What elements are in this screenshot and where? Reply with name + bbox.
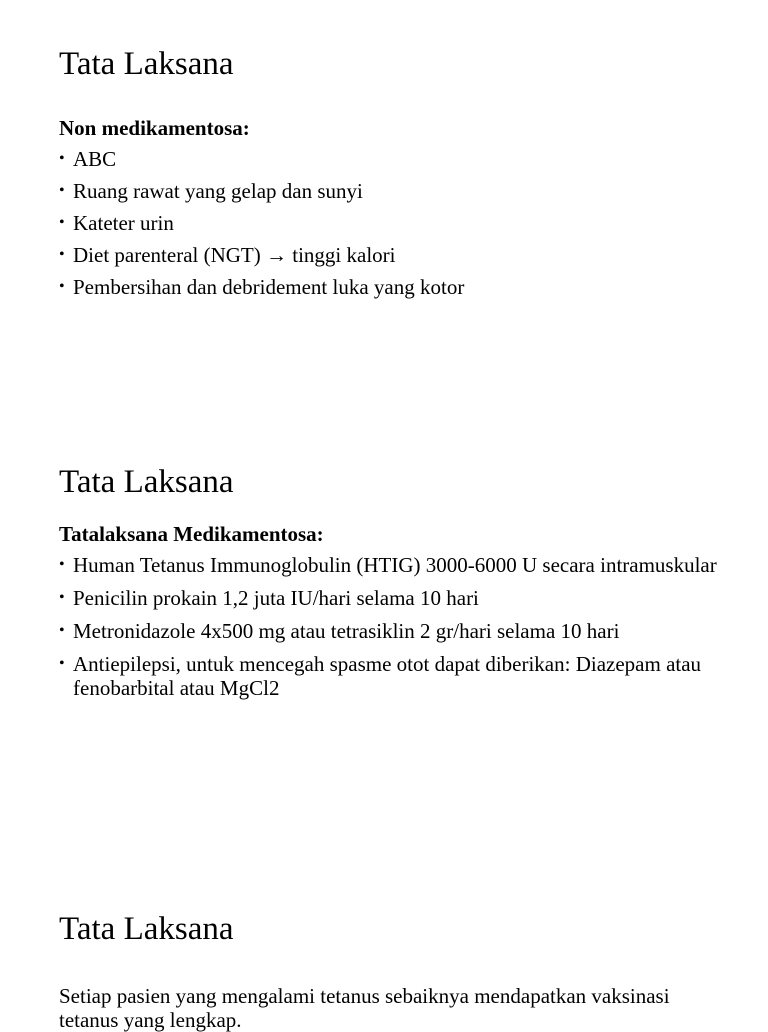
- list-item-text: ABC: [73, 147, 117, 172]
- slide-2: [59, 466, 728, 499]
- section-subheading: Non medikamentosa:: [59, 116, 250, 140]
- list-item: [59, 652, 728, 700]
- bullet-icon: •: [59, 556, 65, 574]
- section-subheading: Tatalaksana Medikamentosa:: [59, 522, 324, 546]
- bullet-icon: •: [59, 589, 65, 607]
- body-paragraph: Setiap pasien yang mengalami tetanus sebaiknya mendapatkan vaksinasi tetanus yang lengkap.: [59, 984, 670, 1032]
- list-item-text: Diet parenteral (NGT) → tinggi kalori: [73, 243, 396, 268]
- list-item-text: Kateter urin: [73, 211, 174, 236]
- slide-1-content: [59, 116, 728, 299]
- bullet-icon: •: [59, 622, 65, 640]
- bullet-icon: •: [59, 214, 65, 232]
- bullet-list: [59, 553, 728, 700]
- bullet-list: [59, 147, 728, 299]
- list-item-text: Metronidazole 4x500 mg atau tetrasiklin 2 gr/hari selama 10 hari: [73, 619, 620, 644]
- list-item: [59, 243, 728, 267]
- list-item: [59, 179, 728, 203]
- bullet-icon: •: [59, 278, 65, 296]
- list-item-text: Ruang rawat yang gelap dan sunyi: [73, 179, 363, 204]
- slide-3: [59, 913, 728, 946]
- slide-3-content: [59, 984, 728, 1032]
- slide-title: Tata Laksana: [59, 911, 234, 947]
- list-item-text: Antiepilepsi, untuk mencegah spasme otot dapat diberikan: Diazepam atau fenobarbital atau MgCl2: [73, 652, 702, 701]
- bullet-icon: •: [59, 655, 65, 673]
- slide-1: [59, 48, 728, 81]
- slide-2-content: [59, 522, 728, 700]
- bullet-icon: •: [59, 246, 65, 264]
- bullet-icon: •: [59, 150, 65, 168]
- list-item: [59, 619, 728, 643]
- list-item: [59, 147, 728, 171]
- slide-title: Tata Laksana: [59, 464, 234, 500]
- slide-title: Tata Laksana: [59, 46, 234, 82]
- list-item-text: Pembersihan dan debridement luka yang kotor: [73, 275, 465, 300]
- list-item: [59, 275, 728, 299]
- list-item-text: Penicilin prokain 1,2 juta IU/hari selama 10 hari: [73, 586, 479, 611]
- list-item: [59, 586, 728, 610]
- list-item-text: Human Tetanus Immunoglobulin (HTIG) 3000-6000 U secara intramuskular: [73, 553, 717, 578]
- list-item: [59, 553, 728, 577]
- bullet-icon: •: [59, 182, 65, 200]
- list-item: [59, 211, 728, 235]
